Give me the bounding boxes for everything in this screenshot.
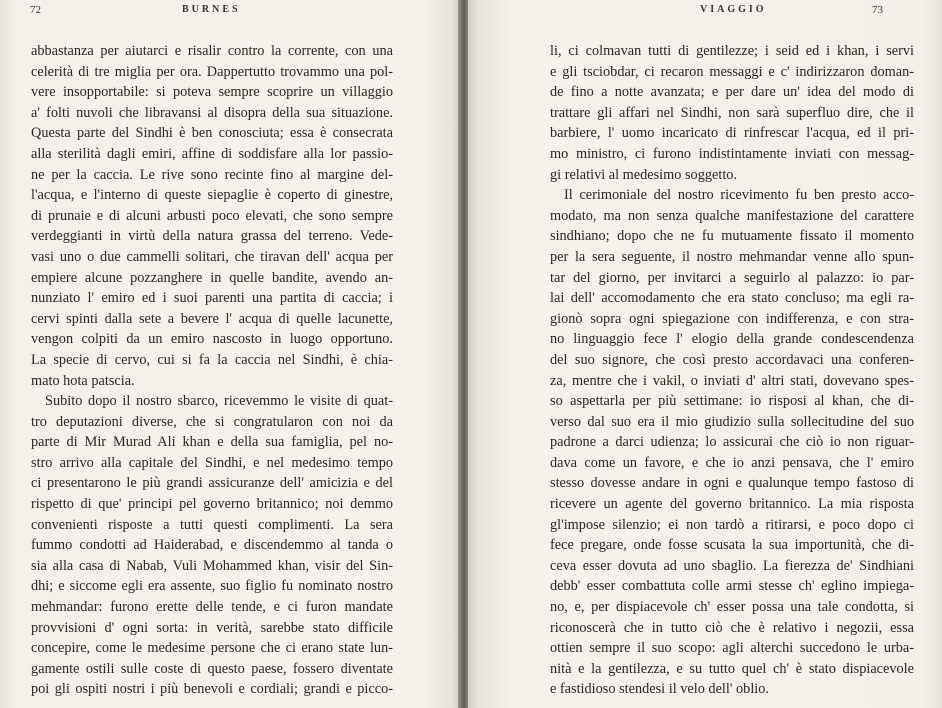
text-line: tar del giorno, per invitarci a seguirlo al palazzo: io par- xyxy=(550,269,914,286)
text-line: ottien sempre il suo scopo: agli alterchi succedono le urba- xyxy=(550,640,914,657)
left-page-body xyxy=(31,41,393,700)
text-line: Il cerimoniale del nostro ricevimento fu ben presto acco- xyxy=(564,187,914,204)
page-number: 73 xyxy=(872,4,883,16)
text-line: mehmandar: furono erette delle tende, e ci furon mandate xyxy=(31,599,393,616)
text-line: celerità di tre miglia per ora. Dappertutto trovammo una pol- xyxy=(31,63,393,80)
text-line: vere insopportabile: si poteva sempre scoprire un villaggio xyxy=(31,84,393,101)
text-line: so aspettarla per più settimane: io risposi al khan, che di- xyxy=(550,393,914,410)
text-line: ceva esser dovuta ad uno sbaglio. La fierezza de' Sindhiani xyxy=(550,557,914,574)
text-line: del suo signore, che così presto accordavaci una conferen- xyxy=(550,351,914,368)
right-page-body xyxy=(550,41,914,700)
text-line: Questa parte del Sindhi è ben conosciuta; essa è consecrata xyxy=(31,125,393,142)
right-page-header xyxy=(468,4,942,20)
text-line: gl'impose silenzio; ei non tardò a ritirarsi, e poco dopo ci xyxy=(550,516,914,533)
left-page xyxy=(0,0,460,708)
text-line: stesso dovesse andare in ogni e qualunque tempo fastoso di xyxy=(550,475,914,492)
text-line: no linguaggio fece l' elogio della grande condescendenza xyxy=(550,331,914,348)
text-line: stro arrivo alla capitale del Sindhi, e nel medesimo tempo xyxy=(31,454,393,471)
text-line: dhi; e siccome egli era assente, suo figlio fu nominato nostro xyxy=(31,578,393,595)
text-line: fummo condotti ad Haiderabad, e discendemmo al tanda o xyxy=(31,537,393,554)
text-line: e fastidioso stendesi il velo dell' oblio. xyxy=(550,681,769,698)
text-line: gionò sopra ogni spiegazione con indifferenza, e con stra- xyxy=(550,310,914,327)
text-line: sia alla casa di Nabab, Vuli Mohammed khan, visir del Sin- xyxy=(31,557,393,574)
text-line: li, ci colmavan tutti di gentilezze; i seid ed i khan, i servi xyxy=(550,43,914,59)
text-line: ne per la caccia. Le rive sono recinte fino al margine del- xyxy=(31,166,393,183)
text-line: vasi uno o due cammelli solitari, che tiravan dell' acqua per xyxy=(31,248,393,265)
text-line: concepire, come le medesime persone che ci erano state lun- xyxy=(31,640,393,657)
page-number: 72 xyxy=(30,4,41,16)
text-line: trattare gli affari nel Sindhi, non sarà superfluo dire, che il xyxy=(550,104,914,121)
text-line: l'acqua, e l'interno di queste siepaglie è coperto di ginestre, xyxy=(31,187,393,204)
text-line: provvisioni d' ogni sorta: in verità, sarebbe stato difficile xyxy=(31,619,393,636)
text-line: poi gli ospiti nostri i più benevoli e cordiali; grandi e picco- xyxy=(31,681,393,698)
text-line: verso dal suo era il mio giudizio sulla sollecitudine del suo xyxy=(550,413,914,430)
text-line: convenienti risposte a tutti questi complimenti. La sera xyxy=(31,516,393,533)
running-head: BURNES xyxy=(182,4,241,15)
running-head: VIAGGIO xyxy=(700,4,767,15)
text-line: nità e la gentilezza, e su tutto quel ch' è stato dispiacevole xyxy=(550,660,914,677)
text-line: e gli tsciobdar, ci recaron messaggi e c' indirizzaron doman- xyxy=(550,63,914,80)
text-line: debb' esser combattuta colle armi stesse ch' eglino impiega- xyxy=(550,578,914,595)
text-line: fece pregare, onde fosse scusata la sua importunità, che di- xyxy=(550,537,914,554)
right-page xyxy=(468,0,942,708)
text-line: gamente ostili sulle coste di questo paese, fossero diventate xyxy=(31,660,393,677)
text-line: nunziato l' emiro ed i suoi parenti una partita di caccia; i xyxy=(31,290,393,307)
text-line: parte di Mir Murad Ali khan e della sua famiglia, pel no- xyxy=(31,434,393,451)
text-line: a' folti nuvoli che libravansi al disopra della sua situazione. xyxy=(31,104,393,121)
text-line: cervi spinti dalla sete a bevere l' acqua di quelle lacunette, xyxy=(31,310,393,327)
text-line: mato hota patscia. xyxy=(31,372,135,389)
left-page-header xyxy=(0,4,460,20)
text-line: za, mentre che i vakil, o inviati d' altri stati, dovevano spes- xyxy=(550,372,914,389)
text-line: empiere alcune pozzanghere in quelle bandite, avendo an- xyxy=(31,269,393,286)
text-line: alla sterilità dagli emiri, affine di soddisfare alla lor passio- xyxy=(31,145,393,162)
text-line: rispetto di que' principi pel governo britannico; noi demmo xyxy=(31,496,393,513)
text-line: no, e, per dispiacevole ch' esser possa una tale condotta, si xyxy=(550,599,914,616)
text-line: tro deputazioni diverse, che si congratularon con noi da xyxy=(31,413,393,430)
text-line: sindhiano; dopo che ne fu mutuamente fissato il momento xyxy=(550,228,914,245)
text-line: ricevere un agente del governo britannico. La mia risposta xyxy=(550,496,914,513)
text-line: ci presentarono le più grandi assicuranze dell' amicizia e del xyxy=(31,475,393,492)
text-line: padrone a darci udienza; lo assicurai che ciò io non riguar- xyxy=(550,434,914,451)
text-line: mo ministro, ci furono indistintamente inviati con messag- xyxy=(550,145,914,162)
text-line: riconoscerà che in tutto ciò che è relativo i negozii, essa xyxy=(550,619,914,636)
text-line: barbiere, l' uomo incaricato di rinfrescar l'acqua, ed il pri- xyxy=(550,125,914,142)
text-line: de fino a notte avanzata; e per dare un' idea del modo di xyxy=(550,84,914,101)
text-line: Subito dopo il nostro sbarco, ricevemmo le visite di quat- xyxy=(45,393,393,410)
text-line: lai dell' accomodamento che era stato concluso; ma egli ra- xyxy=(550,290,914,307)
text-line: verdeggianti in virtù della natura grassa del terreno. Vede- xyxy=(31,228,393,245)
text-line: La specie di cervo, cui si fa la caccia nel Sindhi, è chia- xyxy=(31,351,393,368)
text-line: vengon colpiti da un emiro nascosto in luogo opportuno. xyxy=(31,331,393,348)
text-line: dava come un favore, e che io anzi pensava, che l' emiro xyxy=(550,454,914,471)
text-line: abbastanza per aiutarci e risalir contro la corrente, con una xyxy=(31,43,393,59)
text-line: di prunaie e di alcuni arbusti poco elevati, che sono sempre xyxy=(31,207,393,224)
text-line: gi relativi al medesimo soggetto. xyxy=(550,166,738,183)
text-line: modato, ma non senza qualche manifestazione del carattere xyxy=(550,207,914,224)
text-line: per la sera seguente, il nostro mehmandar venne allo spun- xyxy=(550,248,914,265)
